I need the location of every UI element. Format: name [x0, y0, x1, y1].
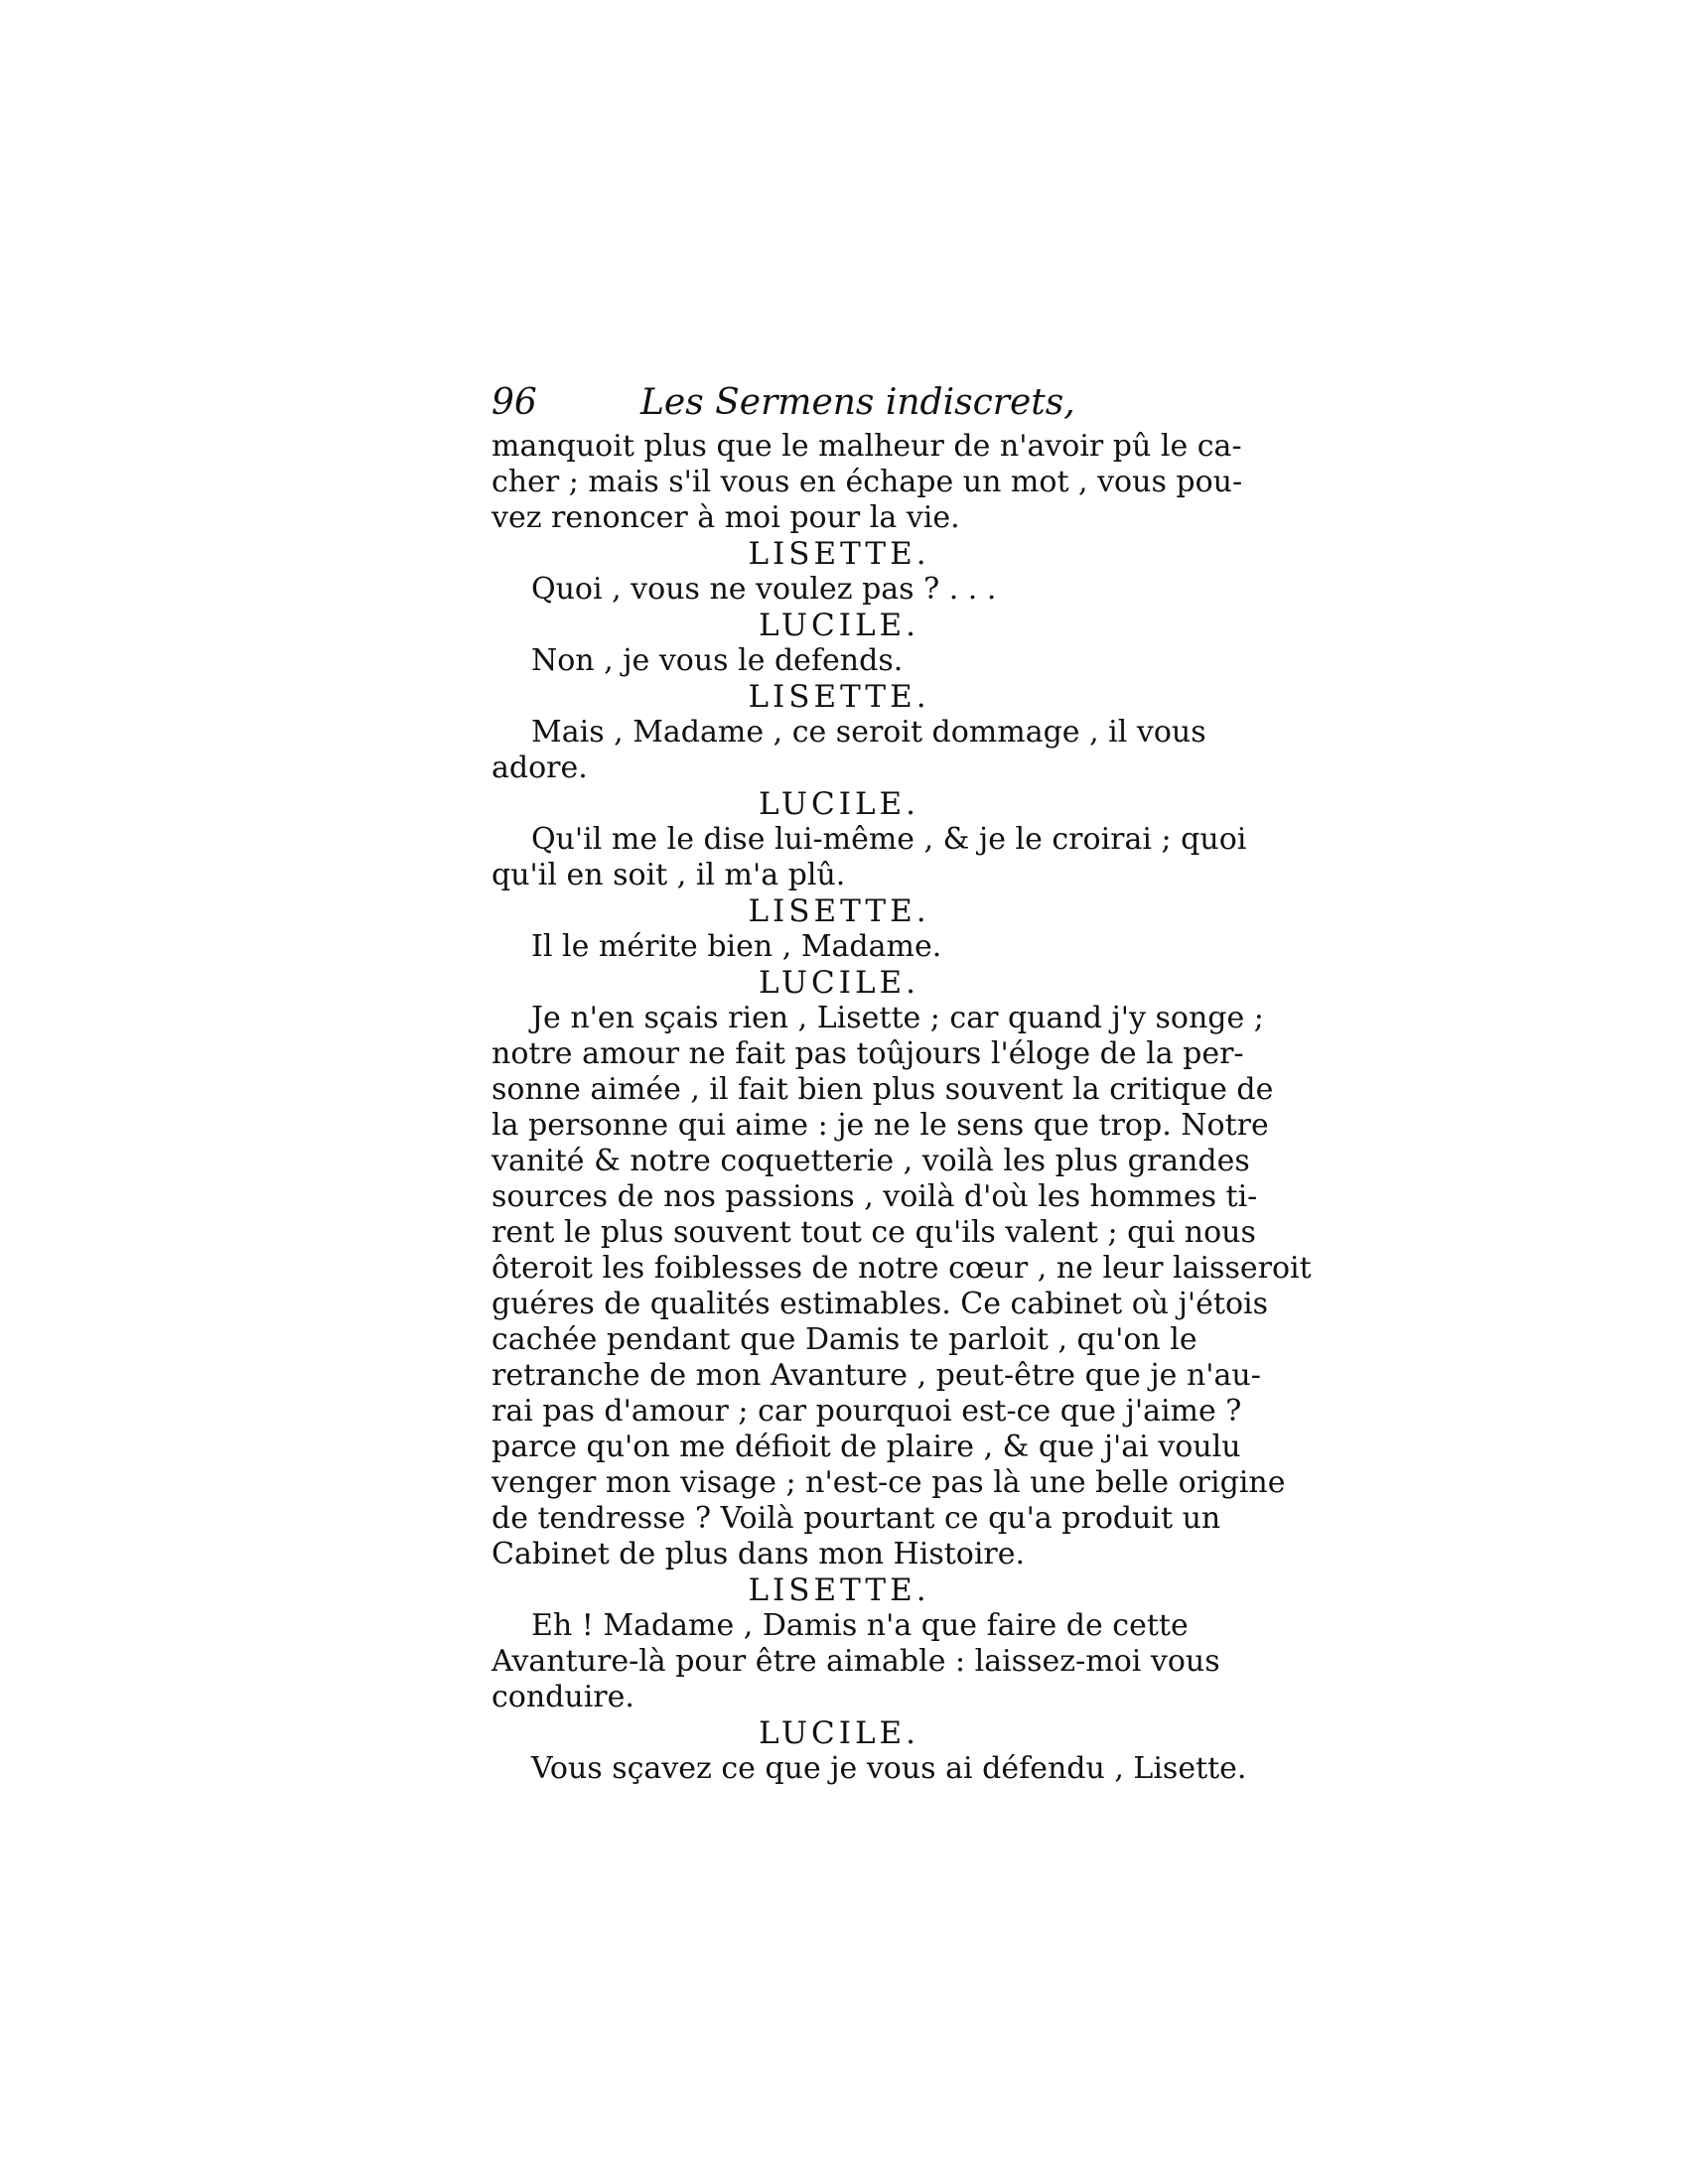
text-line: conduire.	[492, 1680, 634, 1714]
text-line: ôteroit les foiblesses de notre cœur , ne leur laisseroit	[492, 1251, 1312, 1286]
text-line: notre amour ne fait pas toûjours l'éloge de la per-	[492, 1036, 1244, 1071]
book-page	[492, 377, 1312, 1787]
speaker-name: LUCILE.	[758, 1715, 920, 1751]
speaker-name: LISETTE.	[748, 893, 930, 929]
text-line: Vous sçavez ce que je vous ai défendu , Lisette.	[531, 1751, 1247, 1786]
text-line: adore.	[492, 751, 588, 785]
text-line: Il le mérite bien , Madame.	[531, 929, 942, 964]
text-line: rai pas d'amour ; car pourquoi est-ce que j'aime ?	[492, 1394, 1242, 1429]
text-line: sources de nos passions , voilà d'où les hommes ti-	[492, 1179, 1258, 1214]
text-line: Mais , Madame , ce seroit dommage , il vous	[531, 715, 1206, 750]
text-line: Je n'en sçais rien , Lisette ; car quand j'y songe ;	[531, 1001, 1264, 1035]
text-line: sonne aimée , il fait bien plus souvent la critique de	[492, 1072, 1274, 1107]
page-header	[492, 377, 1187, 429]
speaker-name: LISETTE.	[748, 536, 930, 572]
text-line: parce qu'on me défioit de plaire , & que j'ai voulu	[492, 1430, 1241, 1464]
speaker-name: LUCILE.	[758, 786, 920, 822]
text-line: retranche de mon Avanture , peut-être que je n'au-	[492, 1358, 1261, 1393]
text-line: cachée pendant que Damis te parloit , qu'on le	[492, 1322, 1197, 1357]
page-number: 96	[492, 382, 537, 423]
speaker-name: LUCILE.	[758, 965, 920, 1001]
text-line: qu'il en soit , il m'a plû.	[492, 858, 846, 892]
speaker-name: LUCILE.	[758, 608, 920, 643]
speaker-name: LISETTE.	[748, 1572, 930, 1608]
text-line: Avanture-là pour être aimable : laissez-moi vous	[492, 1644, 1220, 1679]
text-line: vez renoncer à moi pour la vie.	[492, 500, 960, 535]
text-line: guéres de qualités estimables. Ce cabinet où j'étois	[492, 1287, 1269, 1321]
text-line: Eh ! Madame , Damis n'a que faire de cette	[531, 1608, 1189, 1643]
text-line: Non , je vous le defends.	[531, 643, 904, 678]
text-line: Cabinet de plus dans mon Histoire.	[492, 1537, 1026, 1571]
speaker-name: LISETTE.	[748, 679, 930, 715]
text-line: cher ; mais s'il vous en échape un mot , vous pou-	[492, 465, 1243, 499]
text-line: Qu'il me le dise lui-même , & je le croirai ; quoi	[531, 822, 1247, 857]
text-line: venger mon visage ; n'est-ce pas là une belle origine	[492, 1465, 1286, 1500]
text-line: vanité & notre coquetterie , voilà les plus grandes	[492, 1144, 1250, 1178]
text-line: Quoi , vous ne voulez pas ? . . .	[531, 572, 997, 607]
running-title: Les Sermens indiscrets,	[640, 382, 1075, 423]
text-line: manquoit plus que le malheur de n'avoir pû le ca-	[492, 429, 1242, 464]
text-line: la personne qui aime : je ne le sens que trop. Notre	[492, 1108, 1269, 1143]
text-line: de tendresse ? Voilà pourtant ce qu'a produit un	[492, 1501, 1221, 1536]
text-line: rent le plus souvent tout ce qu'ils valent ; qui nous	[492, 1215, 1256, 1250]
